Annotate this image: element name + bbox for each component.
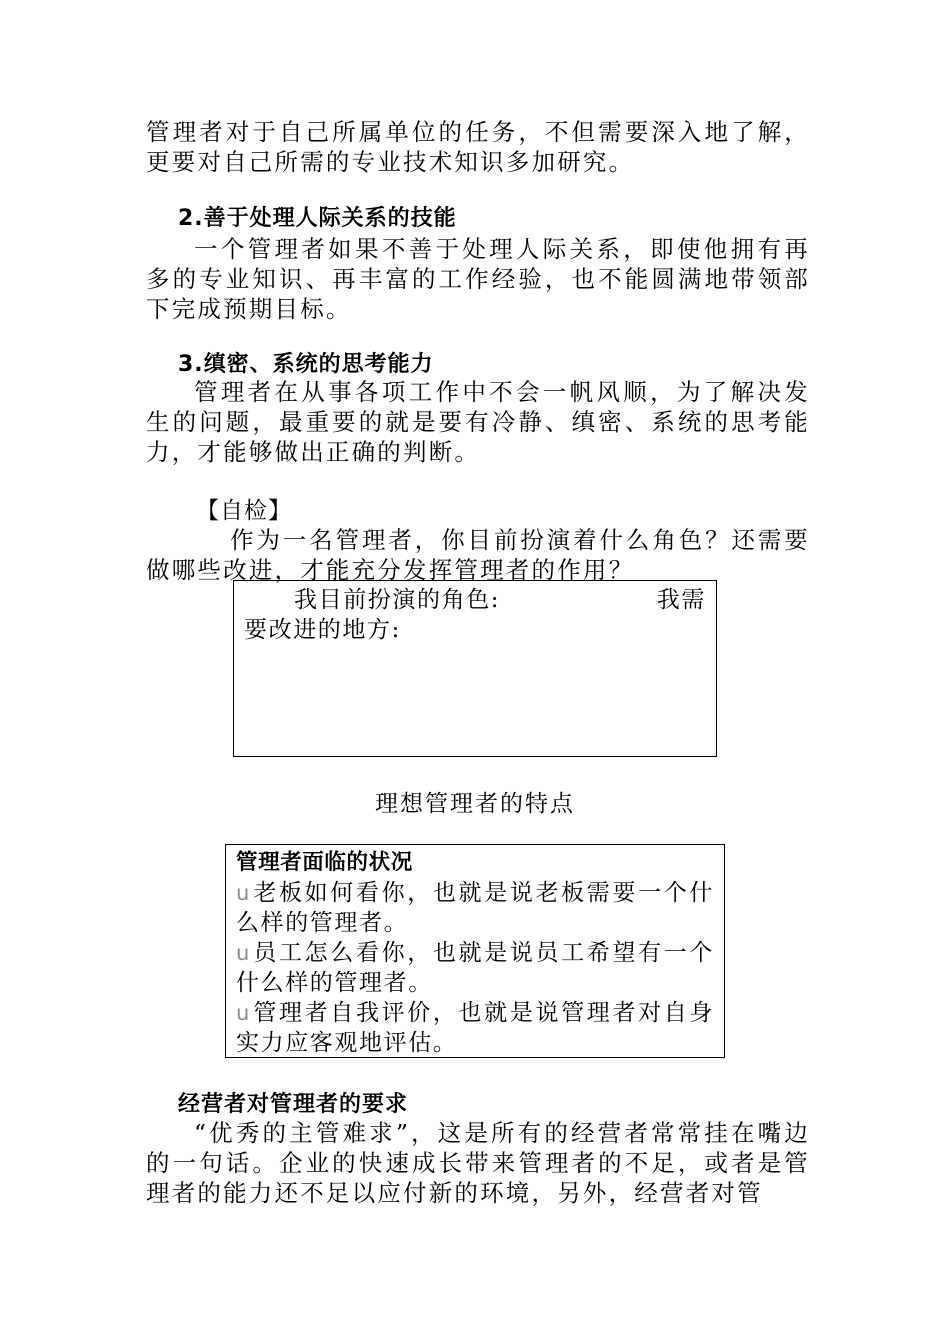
list-item-text: 员工怎么看你，也就是说员工希望有一个什么样的管理者。 — [236, 940, 714, 996]
paragraph-professional-knowledge: 管理者对于自己所属单位的任务，不但需要深入地了解，更要对自己所需的专业技术知识多加研究。 — [146, 118, 810, 176]
heading-thinking-ability: 3.缜密、系统的思考能力 — [178, 352, 434, 377]
bullet-icon: u — [236, 1001, 250, 1025]
situation-box-title: 管理者面临的状况 — [236, 850, 413, 875]
section-title-ideal-manager: 理想管理者的特点 — [375, 791, 575, 817]
heading-interpersonal-skills: 2.善于处理人际关系的技能 — [178, 206, 457, 231]
list-item-text: 管理者自我评价，也就是说管理者对自身实力应客观地评估。 — [236, 1000, 714, 1056]
current-role-label: 我目前扮演的角色: — [294, 587, 501, 613]
list-item — [236, 938, 714, 998]
improvement-label-end: 要改进的地方: — [244, 617, 401, 643]
paragraph-interpersonal-skills: 一个管理者如果不善于处理人际关系，即使他拥有再多的专业知识、再丰富的工作经验，也不能圆满地带领部下完成预期目标。 — [146, 235, 810, 323]
paragraph-self-check-question: 作为一名管理者，你目前扮演着什么角色？还需要做哪些改进，才能充分发挥管理者的作用？ — [146, 526, 810, 584]
paragraph-owner-requirements: “优秀的主管难求”，这是所有的经营者常常挂在嘴边的一句话。企业的快速成长带来管理者的不足，或者是管理者的能力还不足以应付新的环境，另外，经营者对管 — [146, 1119, 810, 1207]
manager-situation-box — [225, 844, 725, 1058]
list-item — [236, 878, 714, 938]
role-answer-box[interactable] — [233, 580, 717, 757]
paragraph-thinking-ability: 管理者在从事各项工作中不会一帆风顺，为了解决发生的问题，最重要的就是要有冷静、缜密、系统的思考能力，才能够做出正确的判断。 — [146, 378, 810, 466]
list-item — [236, 998, 714, 1058]
heading-self-check: 【自检】 — [196, 498, 292, 524]
list-item-text: 老板如何看你，也就是说老板需要一个什么样的管理者。 — [236, 880, 714, 936]
bullet-icon: u — [236, 881, 250, 905]
bullet-icon: u — [236, 941, 250, 965]
improvement-label-start: 我需 — [656, 587, 706, 613]
heading-owner-requirements: 经营者对管理者的要求 — [178, 1092, 409, 1117]
